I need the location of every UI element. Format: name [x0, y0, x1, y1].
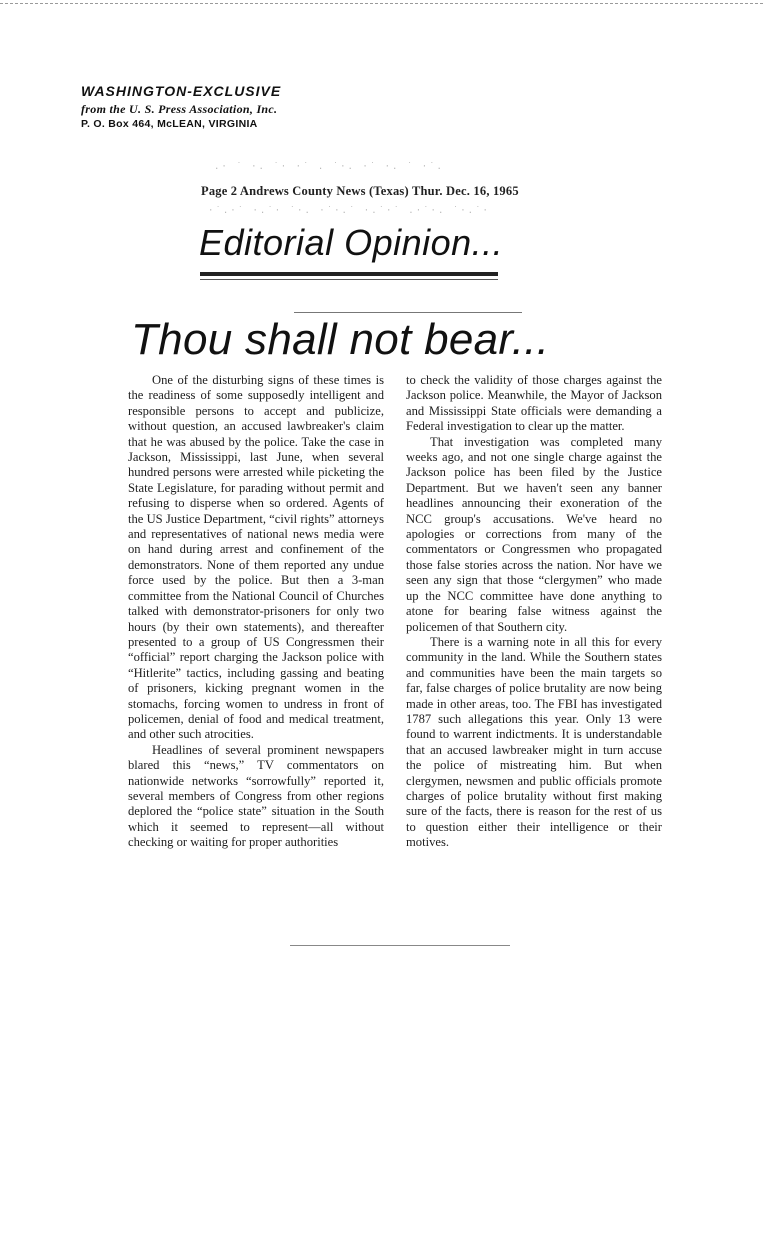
source-address: P. O. Box 464, McLEAN, VIRGINIA	[81, 118, 258, 130]
print-speckle: ·˙.·˙ ·.˙· ˙·. ·˙·.˙ ·.˙·˙ .·˙·. ˙·.˙·	[208, 206, 490, 216]
article-paragraph: That investigation was completed many weeks ago, and not one single charge against the Jackson police has been filed by the Justice Department. But we haven't seen any banner headlines announcing their exoneration of the NCC group's accusations. We've heard no apologies or corrections from many of the commentators or Congressmen who propagated those false stories across the nation. Nor have we seen any sign that those “clergymen” who made up the NCC committee have done anything to atone for bearing false witness against the policemen of that Southern city.	[406, 434, 662, 634]
source-credit	[81, 82, 281, 132]
article-paragraph: There is a warning note in all this for every community in the land. While the Southern states and communities have been the main targets so far, false charges of police brutality are now being made in other areas, too. The FBI has investigated 1787 such allegations this year. Only 13 were found to warrent indictments. It is understandable that an accused lawbreaker might in turn accuse the police of mistreating him. But when clergymen, newsmen and public officials promote charges of police brutality without first making sure of the facts, there is reason for the rest of us to question either their intelligence or their motives.	[406, 634, 662, 850]
article-paragraph: One of the disturbing signs of these times is the readiness of some supposedly intelligent and responsible persons to accept and publicize, without question, an accused lawbreaker's claim that he was abused by the police. Take the case in Jackson, Mississippi, last June, when several hundred persons were arrested while picketing the State Legislature, for parading without permit and refusing to disperse when so ordered. Agents of the US Justice Department, “civil rights” attorneys and representatives of national news media were on hand during arrest and confinement of the demonstrators. None of them reported any undue force used by the police. But then a 3-man committee from the National Council of Churches talked with demonstrator-prisoners for only two hours (by their own statements), and thereafter presented to a group of US Congressmen their “official” report charging the Jackson police with “Hitlerite” tactics, including gassing and beating of prisoners, kicking pregnant women in the stomachs, forcing women to undress in front of policemen, denial of food and medical treatment, and other such atrocities.	[128, 373, 384, 742]
article-end-rule	[290, 945, 510, 946]
source-association: from the U. S. Press Association, Inc.	[81, 102, 278, 116]
page-top-edge	[0, 3, 763, 4]
heading-rule	[200, 272, 498, 276]
dateline: Page 2 Andrews County News (Texas) Thur. Dec. 16, 1965	[201, 184, 519, 198]
source-title: WASHINGTON-EXCLUSIVE	[81, 83, 282, 99]
article-paragraph: to check the validity of those charges against the Jackson police. Meanwhile, the Mayor of Jackson and Mississippi State officials were demanding a Federal investigation to clear up the matter.	[406, 373, 662, 434]
section-heading: Editorial Opinion...	[199, 222, 504, 263]
article-paragraph: Headlines of several prominent newspapers blared this “news,” TV commentators on nationwide networks “sorrowfully” reported it, several members of Congress from other regions deplored the “police state” situation in the South which it seemed to represent—all without checking or waiting for proper authorities	[128, 742, 384, 850]
heading-rule-thin	[200, 279, 498, 280]
article-column-right	[406, 373, 662, 851]
headline-rule	[294, 312, 522, 313]
print-speckle: .· ˙ ·. ˙· ·˙ . ˙·. ·˙ ·. ˙ ·˙.	[214, 162, 444, 172]
article-headline: Thou shall not bear...	[131, 315, 550, 364]
article-column-left	[128, 373, 384, 851]
